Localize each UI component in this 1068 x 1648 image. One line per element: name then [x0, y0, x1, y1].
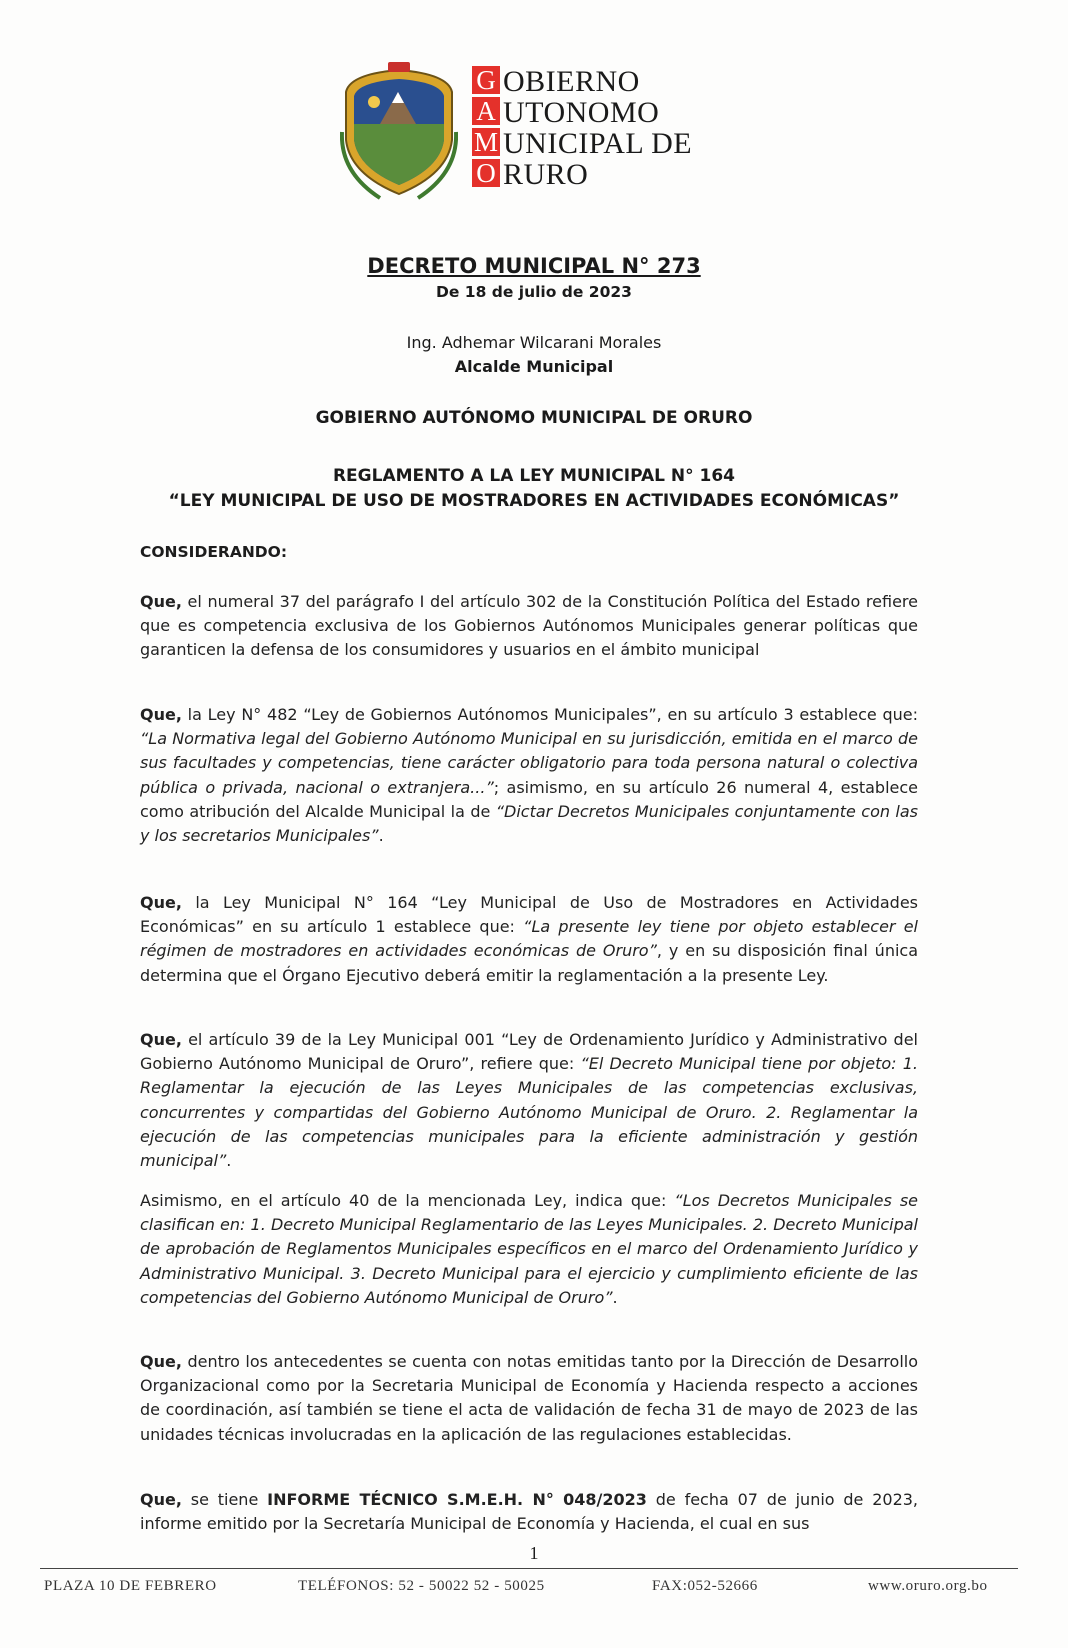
recital-text: se tiene: [181, 1490, 268, 1509]
recital-text: dentro los antecedentes se cuenta con notas emitidas tanto por la Dirección de Desarrollo Organizacional como por la Secretaria Municipal de Economía y Hacienda respecto a acciones de coordinación, así también se tiene el acta de validación de fecha 31 de mayo de 2023 de las unidades técnicas involucradas en la aplicación de las regulaciones establecidas.: [140, 1352, 918, 1444]
recital-text: ; asimismo, en su artículo 26 numeral 4, establece como atribución del Alcalde Municipal la de: [140, 777, 918, 821]
logo-initial: O: [472, 159, 500, 187]
recital-lead: Que,: [140, 1030, 182, 1049]
coat-of-arms-icon: [340, 62, 458, 202]
footer-divider: [40, 1568, 1018, 1569]
law-name: “LEY MUNICIPAL DE USO DE MOSTRADORES EN ACTIVIDADES ECONÓMICAS”: [168, 491, 900, 511]
recital-lead: Que,: [140, 705, 182, 724]
recital-quote: “La presente ley tiene por objeto establecer el régimen de mostradores en actividades económicas de Oruro”: [140, 917, 918, 961]
page-number: 1: [529, 1543, 539, 1563]
recital-quote: “Dictar Decretos Municipales conjuntamente con las y los secretarios Municipales”: [140, 801, 918, 846]
recital-quote: “La Normativa legal del Gobierno Autónomo Municipal en su jurisdicción, emitida en el marco de sus facultades y competencias, tiene carácter obligatorio para toda persona natural o colectiva pública o privada, nacional o extranjera...”: [140, 729, 918, 797]
recital-text: .: [612, 1287, 618, 1307]
recital-quote: “El Decreto Municipal tiene por objeto: 1. Reglamentar la ejecución de las Leyes Municipales de las competencias exclusivas, concurrentes y compartidas del Gobierno Autónomo Municipal de Oruro. 2. Reglamentar la ejecución de las competencias municipales para la eficiente administración y gestión municipal”: [140, 1054, 918, 1171]
recital-lead: Que,: [140, 592, 182, 611]
regulation-title: REGLAMENTO A LA LEY MUNICIPAL N° 164: [332, 466, 736, 486]
footer-fax: FAX:052-52666: [652, 1578, 758, 1594]
footer-phones: TELÉFONOS: 52 - 50022 52 - 50025: [298, 1578, 545, 1594]
recital-text: de fecha 07 de junio de 2023, informe emitido por la Secretaría Municipal de Economía y Hacienda, el cual en sus: [140, 1490, 919, 1534]
recital-paragraph: [140, 590, 918, 663]
decree-title: DECRETO MUNICIPAL N° 273: [367, 254, 701, 278]
recital-text: el numeral 37 del parágrafo I del artículo 302 de la Constitución Política del Estado refiere que es competencia exclusiva de los Gobiernos Autónomos Municipales generar políticas que garanticen la defensa de los consumidores y usuarios en el ámbito municipal: [140, 592, 918, 660]
recital-paragraph: [140, 891, 918, 988]
recital-text: la Ley Municipal N° 164 “Ley Municipal de Uso de Mostradores en Actividades Económicas” en su artículo 1 establece que:: [140, 893, 918, 937]
government-name: GOBIERNO AUTÓNOMO MUNICIPAL DE ORURO: [315, 408, 753, 428]
recital-text: el artículo 39 de la Ley Municipal 001 “Ley de Ordenamiento Jurídico y Administrativo del Gobierno Autónomo Municipal de Oruro”, refiere que:: [140, 1030, 918, 1074]
logo-wordmark: [503, 66, 692, 190]
logo-word: UNICIPAL DE: [503, 127, 693, 160]
recital-text: .: [226, 1151, 232, 1171]
recital-paragraph: [140, 1350, 918, 1447]
logo-word: UTONOMO: [503, 96, 660, 129]
footer-address: PLAZA 10 DE FEBRERO: [44, 1578, 217, 1594]
logo-initial: G: [472, 66, 500, 94]
mayor-name: Ing. Adhemar Wilcarani Morales: [406, 333, 662, 352]
recital-paragraph: [140, 1189, 918, 1310]
recital-lead: Que,: [140, 893, 182, 912]
municipal-logo: [340, 62, 740, 207]
footer-website: www.oruro.org.bo: [868, 1578, 988, 1594]
logo-word: OBIERNO: [503, 65, 640, 98]
recital-text: Asimismo, en el artículo 40 de la mencionada Ley, indica que:: [140, 1191, 675, 1210]
recital-quote: “Los Decretos Municipales se clasifican en: 1. Decreto Municipal Reglamentario de las Leyes Municipales. 2. Decreto Municipal de aprobación de Reglamentos Municipales específicos en el marco del Ordenamiento Jurídico y Administrativo Municipal. 3. Decreto Municipal para el ejercicio y cumplimiento eficiente de las competencias del Gobierno Autónomo Municipal de Oruro”: [140, 1191, 919, 1307]
considerando-heading: CONSIDERANDO:: [140, 543, 288, 561]
logo-word: RURO: [503, 158, 589, 191]
logo-initials: [472, 66, 500, 190]
recital-text: la Ley N° 482 “Ley de Gobiernos Autónomos Municipales”, en su artículo 3 establece que:: [181, 705, 918, 724]
logo-initial: M: [473, 127, 498, 157]
recital-text: , y en su disposición final única determina que el Órgano Ejecutivo deberá emitir la reglamentación a la presente Ley.: [140, 941, 919, 985]
decree-date: De 18 de julio de 2023: [436, 283, 632, 301]
recital-paragraph: [140, 1488, 918, 1536]
recital-paragraph: [140, 703, 918, 848]
recital-lead: Que,: [140, 1352, 182, 1371]
mayor-role: Alcalde Municipal: [454, 357, 614, 376]
report-reference: INFORME TÉCNICO S.M.E.H. N° 048/2023: [267, 1490, 647, 1509]
recital-paragraph: [140, 1028, 918, 1173]
recital-lead: Que,: [140, 1490, 182, 1509]
recital-text: .: [378, 826, 384, 846]
logo-initial: A: [472, 97, 500, 125]
